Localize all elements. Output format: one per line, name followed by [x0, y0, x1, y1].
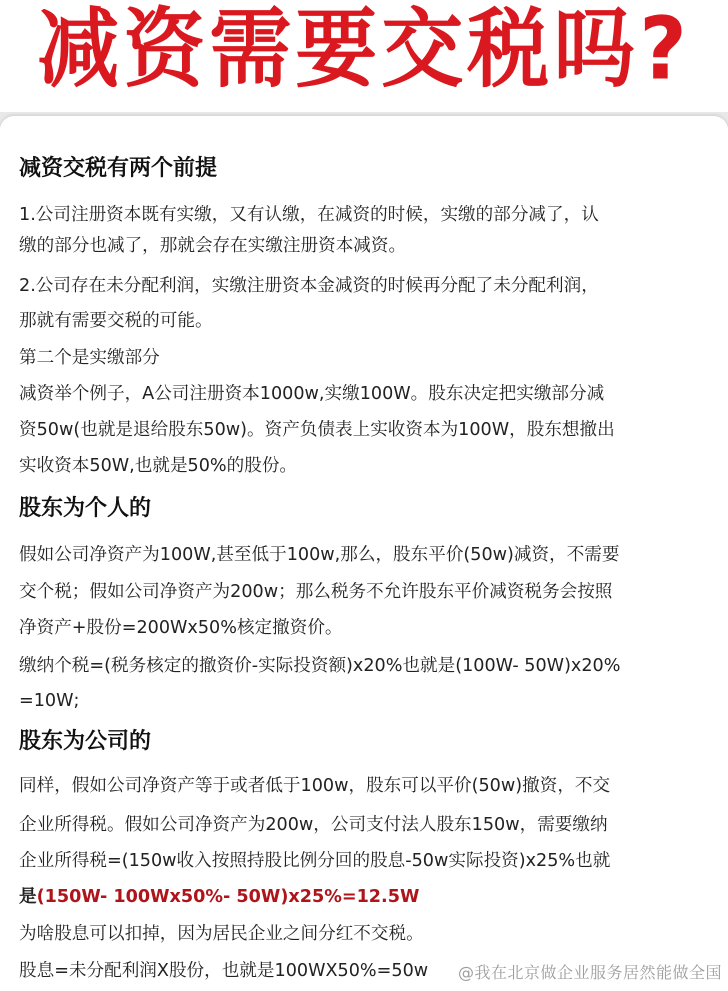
text-line: 为啥股息可以扣掉，因为居民企业之间分红不交税。 [19, 924, 424, 944]
text-line: 缴纳个税=(税务核定的撤资价-实际投资额)x20%也就是(100W- 50W)x20% [19, 656, 621, 676]
text-line: 企业所得税=(150w收入按照持股比例分回的股息-50w实际投资)x25%也就 [19, 851, 611, 871]
highlight-prefix: 是 [19, 887, 37, 907]
text-line: 那就有需要交税的可能。 [19, 311, 213, 331]
text-line: 同样，假如公司净资产等于或者低于100w，股东可以平价(50w)撤资，不交 [19, 776, 611, 796]
text-line: 第二个是实缴部分 [19, 348, 160, 368]
content-card [0, 116, 728, 991]
text-line: 减资举个例子，A公司注册资本1000w,实缴100W。股东决定把实缴部分减 [19, 384, 605, 404]
section-heading-prerequisites: 减资交税有两个前提 [19, 156, 218, 181]
text-line: 交个税；假如公司净资产为200w；那么税务不允许股东平价减资税务会按照 [19, 582, 613, 602]
text-line: =10W; [19, 691, 80, 711]
text-line: 1.公司注册资本既有实缴，又有认缴，在减资的时候，实缴的部分减了，认 [19, 205, 599, 225]
watermark: @我在北京做企业服务居然能做全国 [457, 963, 722, 982]
tax-calculation-highlight: (150W- 100Wx50%- 50W)x25%=12.5W [36, 887, 420, 907]
text-line: 2.公司存在未分配利润，实缴注册资本金减资的时候再分配了未分配利润， [19, 276, 599, 296]
section-heading-corporate-shareholder: 股东为公司的 [19, 729, 152, 754]
page-title: 减资需要交税吗? [37, 0, 691, 100]
header-banner [0, 0, 728, 112]
text-line: 实收资本50W,也就是50%的股份。 [19, 456, 298, 476]
highlight-line [19, 885, 419, 909]
text-line: 假如公司净资产为100W,甚至低于100w,那么，股东平价(50w)减资，不需要 [19, 545, 620, 565]
text-line: 缴的部分也减了，那就会存在实缴注册资本减资。 [19, 236, 407, 256]
text-line: 股息=未分配利润X股份，也就是100WX50%=50w [19, 961, 429, 981]
text-line: 企业所得税。假如公司净资产为200w，公司支付法人股东150w，需要缴纳 [19, 815, 608, 835]
text-line: 净资产+股份=200Wx50%核定撤资价。 [19, 618, 343, 638]
text-line: 资50w(也就是退给股东50w)。资产负债表上实收资本为100W，股东想撤出 [19, 420, 615, 440]
section-heading-individual-shareholder: 股东为个人的 [19, 496, 152, 521]
